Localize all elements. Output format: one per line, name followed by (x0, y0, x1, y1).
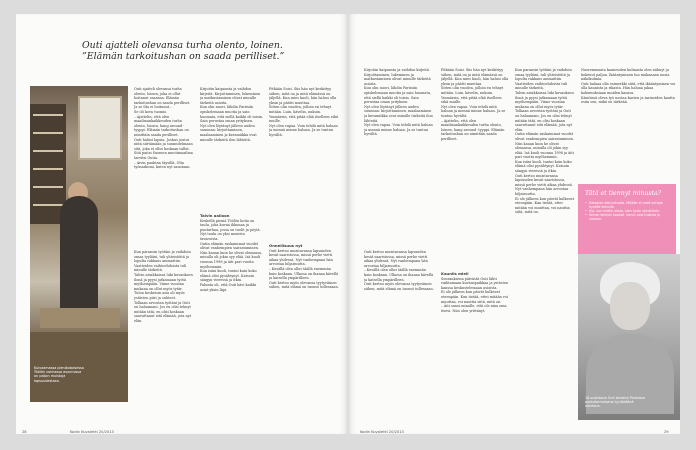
paragraph: Kun paransin työtäni ja vaihdoin omaa tyyliäni, tuli yhteistöitä ja lopulta rakkaus ammattiin. Vaatteiden vaihtoehdoista tuli minulle tärkeitä. (134, 250, 191, 273)
paragraph: Outin elämän raskaimmat vuodet olivat vanhempien sairastuminen. Niin kauan kuin he olivat olemassa, minulla oli jokin syy elää. Isä kuoli vuonna 1998 ja äiti pari vuotta myöhemmin. (200, 241, 263, 269)
fact-item: • Nyt, kun mietin asiaa, olen hyvin onnellinen. (585, 209, 671, 213)
fact-item: • Kerran keinuin kovasti, lensin pois tuolista ja nauroin. (585, 213, 671, 221)
paragraph: Outi ajatteli olevansa turha olento, loinen, joka ei ollut hoitanut osaansa. Elämän tarkoitushan on saada perilliset. Ja se ilta ei hoitunut... (134, 87, 191, 110)
window (78, 96, 122, 160)
text-column-3b (269, 242, 339, 402)
text-column-6 (515, 68, 575, 402)
text-column-1 (134, 87, 194, 247)
magazine-footer-right: Kodin Kuvalehti 20/2013 (360, 430, 404, 434)
magazine-footer-left: Kodin Kuvalehti 20/2013 (70, 430, 114, 434)
paragraph: Nyt olen vapaa. Voin tehdä mitä haluan ja mennä minne haluan. Ja se tuntuu hyvältä. (441, 104, 506, 118)
fact-item: • Rakastan keinuntuolia. Mikään ei vedä vertoja hyvälle keinulle. (585, 201, 671, 209)
paragraph: Kirjoitin kaipausta ja vaihdon kirjeitä. Kirjoittaminen, lukeminen ja matkustaminen olivat minulle tärkeitä asioita. (364, 68, 431, 86)
paragraph: Kun olin nuori, lähdin Pariisiin opiskelemaan muotia ja sain huomata, että siellä kaikki oli toisin. Sain perustaa oman yrityksen. (364, 86, 431, 105)
paragraph: Pahinta oli, että Outi kävi kaikki asiat yksin läpi. (200, 282, 257, 292)
text-column-5b (441, 270, 509, 402)
paragraph: – Kesällä olen ollut täällä enemmän kuin koskaan. Ulkona on ihanaa kävellä ja katsella ympärilleen. (364, 268, 434, 282)
headline-line-2: ”Elämän tarkoitushan on saada perilliset.” (82, 51, 285, 62)
paragraph: – Ajattelin, että olen maailmankaikkeuden turha olento, loinen, hang around -tyyppi. Elämän tarkoitushan on nimittäin saada perilliset. (441, 118, 505, 141)
kitchen-photo (30, 86, 128, 402)
paragraph: Sitten olin vuoden, jolloin en tehnyt mitään. Luin, kävelin, nukuin. Ymmärsin, että pitää elää itselleen eikä muille. (269, 105, 339, 124)
headline-line-1: Outi ajatteli olevansa turha olento, loinen. (82, 40, 283, 51)
paragraph: Kun isäni kuoli, tuntui kuin koko elämä olisi pysähtynyt. Katsoin sängyn vieressä ja itkin. (200, 269, 257, 283)
subheading: Talvin aalloon (200, 213, 230, 218)
paragraph: Outi kertoo myös olevansa tyytyväinen siihen, mitä elämä on tuonut tullessaan. (269, 280, 339, 290)
paragraph: Pitkään Soisi. Siis hän nyt keskittyy siihen, mitä on ja mitä elämässä on jäljellä. Kun mies kuoli, hän halusi olla yksin ja päätti muuttaa. (441, 68, 509, 86)
paragraph: Outin elämän raskaimmat vuodet olivat vanhempien sairastuminen. Niin kauan kuin he olivat olemassa, minulla oli jokin syy elää. Isä kuoli vuonna 1998 ja äiti pari vuotta myöhemmin. (515, 132, 574, 160)
paragraph: Sitten olin vuoden, jolloin en tehnyt mitään. Luin, kävelin, nukuin. Ymmärsin, että pitää elää itselleen eikä muille. (441, 86, 504, 105)
paragraph: Keskellä pieniä Töölön kotia on taulu, joka kuvaa ikkunaa ja puutarhaa, jossa on tuolit ja pöytä. Nyt taulu on yksi monista tavaroista. (200, 218, 261, 241)
paragraph: – Aivin paahtan täysillä. Olin työnarkomi, kuten nyt sanotaan. (134, 160, 191, 170)
paragraph: Nuoremmasta kauneuden kulmasta olen nähnyt ja kokenut paljon. Ikääntyminen tuo mukanaan uusia näkökulmia. (581, 68, 670, 82)
paragraph: Nyt olen löytänyt jälleen uuden suunnan: kirjoittaminen, maalaaminen ja keramiikka ovat minulle tärkeitä ilon lähteitä. (200, 123, 257, 142)
subheading: Kauniis mieli (441, 271, 469, 276)
fact-box-title-text: Tätä et tiennyt minusta? (585, 190, 662, 197)
text-column-4 (364, 68, 434, 248)
text-column-2b (200, 212, 264, 402)
paragraph: Outi halusi lapsia. Joskus joutui niitä siirtämään ja suunnitelmaan sitä, joka ei ollut koskaan tullut. (134, 137, 193, 151)
paragraph: Sitä paitsi Suomen muotimaailma tarvitsi Outia. (134, 151, 193, 160)
fact-box-title (585, 190, 671, 197)
paragraph: – Ajattelin, että olen maailmankaikkeuden turha olento, loinen, hang around -tyyppi. Elämän tarkoitushan on nimittäin saada perilliset. (134, 114, 189, 137)
paragraph: Outi haluaa olla esimerkki siitä, että ikääntyminen voi olla kaunista ja rikasta. Hän haluaa jakaa kokemuksiaan muiden kanssa. (581, 81, 676, 95)
text-column-1b (134, 250, 194, 400)
paragraph: Kun olin nuori, lähdin Pariisiin opiskelemaan muotia ja sain huomata, että siellä kaikki oli toisin. Sain perustaa oman yrityksen. (200, 105, 264, 124)
text-column-3 (269, 87, 339, 237)
headline (82, 40, 342, 62)
paragraph: Talvin asiakkaissa luki kuvauksen ilonä ja pyysi jatkamaan työtä myöhempään. Viime vuosina mukana on ollut myös tytär. (134, 272, 193, 291)
page-number-right: 29 (664, 430, 669, 434)
paragraph: Se oli kova tuomio. (134, 109, 168, 114)
paragraph: Tolkaan arvostan työtäni ja Outi on haluamani. Jos en olisi tehnyt mitään tätä, en olisi koskaan saavuttanut sitä elämää, jota nyt elän. (515, 109, 573, 132)
paragraph: Nyt olen vapaa. Voin tehdä mitä haluan ja mennä minne haluan. Ja se tuntuu hyvältä. (364, 123, 433, 137)
paragraph: – Kesällä olen ollut täällä enemmän kuin koskaan. Ulkona on ihanaa kävellä ja katsella ympärilleen. (269, 266, 339, 281)
paragraph: Ei ole jälkeen kun päivät kulkevat eteenpäin. Kun tietää, ettei mitään voi muuttaa, voi nauttia siitä, mitä on. (441, 290, 508, 304)
paragraph: Talvin asiakkaissa luki kuvauksen ilonä ja pyysi jatkamaan työtä myöhempään. Viime vuosina mukana on ollut myös tytär. (515, 90, 574, 109)
paragraph: Ei ole jälkeen kun päivät kulkevat eteenpäin. Kun tietää, ettei mitään voi muuttaa, voi nauttia siitä, mitä on. (515, 196, 574, 215)
face (610, 282, 650, 330)
paragraph: Kirjoitin kaipausta ja vaihdon kirjeitä. Kirjoittaminen, lukeminen ja matkustaminen olivat minulle tärkeitä asioita. (200, 87, 261, 105)
paragraph: Nyt olen vapaa. Voin tehdä mitä haluan ja mennä minne haluan. Ja se tuntuu hyvältä. (269, 123, 338, 137)
paragraph: Nyt olen löytänyt jälleen uuden suunnan: kirjoittaminen, maalaaminen ja keramiikka ovat minulle tärkeitä ilon lähteitä. (364, 104, 433, 123)
paragraph: Outi kertoo muistavansa lapsuuden kesät saaristossa, missä perhe vietti aikaa yhdessä. Nyt vanhempana hän arvostaa hiljaisuutta. (515, 173, 573, 197)
text-column-7 (581, 68, 677, 178)
portrait-caption: 18-vuotiaana Outi korostui Pariisissa pariisitarmaisena tyylikkäänä olentona. (585, 396, 646, 409)
paragraph: Käsiöissä oleva työ nostaa kuvien ja tarinoiden kautta esiin sen, mikä on tärkeää. (581, 95, 675, 105)
paragraph: Tolkaan arvostan työtäni ja Outi on haluamani. Jos en olisi tehnyt mitään tätä, en olisi koskaan saavuttanut sitä elämää, jota nyt elän. (134, 300, 192, 323)
text-column-2 (200, 87, 264, 209)
paragraph: Kun isäni kuoli, tuntui kuin koko elämä olisi pysähtynyt. Katsoin sängyn vieressä ja itkin. (515, 159, 572, 174)
page-number-left: 28 (22, 430, 27, 434)
paragraph: Outi kertoo myös olevansa tyytyväinen siihen, mitä elämä on tuonut tullessaan. (364, 282, 434, 291)
photo-caption: Kuivaamassa pienikokoisessa Töölön vanhassa asunnossa on paljon muistoja lapsuudestaan. (34, 366, 84, 383)
text-column-4b (364, 250, 434, 402)
paragraph: Tulon keskeisin asia oli myös ystävien piiri ja suhteet. (134, 291, 185, 300)
paragraph: – Äiti sanoi minulle, että ole aina oma itsesi. Niin olen yrittänyt. (441, 304, 507, 313)
paragraph: Pitkään Soisi. Siis hän nyt keskittyy siihen, mitä on ja mitä elämässä on jäljellä. Kun mies kuoli, hän halusi olla yksin ja päätti muuttaa. (269, 87, 337, 105)
text-column-5 (441, 68, 509, 268)
paragraph: Outi kertoo muistavansa lapsuuden kesät saaristossa, missä perhe vietti aikaa yhdessä. Nyt vanhempana hän arvostaa hiljaisuutta. (269, 248, 333, 267)
fact-box-list (585, 201, 671, 221)
paragraph: Kun paransin työtäni ja vaihdoin omaa tyyliäni, tuli yhteistöitä ja lopulta rakkaus ammattiin. Vaatteiden vaihtoehdoista tuli minulle tärkeitä. (515, 68, 572, 91)
paragraph: Outi kertoo muistavansa lapsuuden kesät saaristossa, missä perhe vietti aikaa yhdessä. Nyt vanhempana hän arvostaa hiljaisuutta. (364, 250, 428, 268)
table (40, 308, 120, 328)
subheading: Onnellisuus nyt (269, 243, 303, 248)
paragraph: Seurauksena päivästä Outi lähti vaihtamaan kuvauspaikkaa ja ystävien kanssa keskustelemaan asioista. (441, 276, 509, 290)
fact-box (578, 184, 676, 254)
person (60, 196, 98, 316)
